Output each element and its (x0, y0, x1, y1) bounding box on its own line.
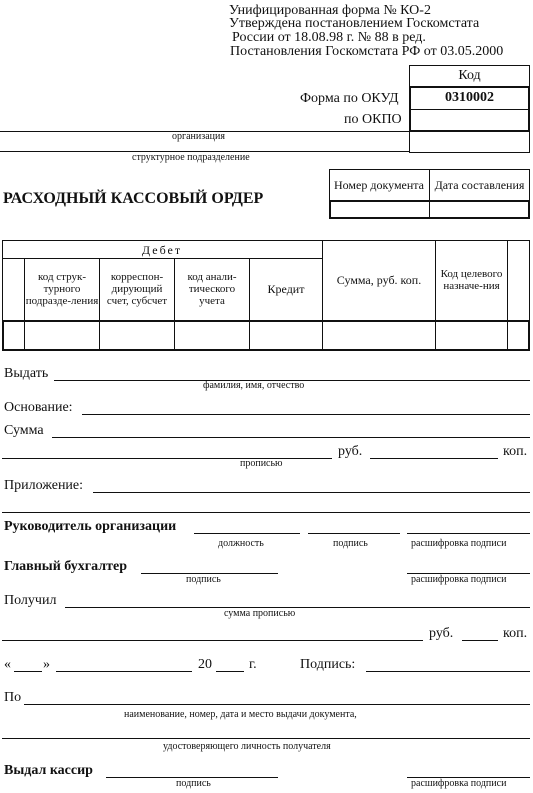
debit-header: Дебет (141, 242, 183, 257)
head-signature-line[interactable] (308, 533, 400, 534)
kop-line[interactable] (370, 458, 498, 459)
position-caption: должность (218, 538, 264, 549)
id-document-line-2[interactable] (2, 738, 530, 739)
okud-value: 0310002 (445, 90, 494, 105)
accountant-decode-caption: расшифровка подписи (411, 574, 507, 585)
quote-open: « (4, 657, 11, 672)
okud-label: Форма по ОКУД (300, 91, 399, 106)
accountant-signature-caption: подпись (186, 574, 221, 585)
sum-words-caption: сумма прописью (224, 608, 296, 619)
id-document-line[interactable] (24, 704, 530, 705)
receiver-signature-line[interactable] (366, 671, 530, 672)
document-title: РАСХОДНЫЙ КАССОВЫЙ ОРДЕР (3, 190, 264, 207)
okpo-field[interactable] (409, 109, 530, 132)
by-label: По (4, 690, 22, 705)
month-line[interactable] (56, 671, 192, 672)
date-header: Дата составления (434, 177, 525, 192)
received-label: Получил (4, 593, 57, 608)
decode-caption: расшифровка подписи (411, 538, 507, 549)
signature-caption: подпись (333, 538, 368, 549)
head-position-line[interactable] (194, 533, 300, 534)
number-field[interactable] (331, 202, 427, 217)
cashier-signature-caption: подпись (176, 778, 211, 789)
attachment-line[interactable] (93, 492, 530, 493)
subdivision-caption: структурное подразделение (132, 152, 250, 163)
received-amount-line-2[interactable] (2, 640, 423, 641)
resolution-line: России от 18.08.98 г. № 88 в ред. (232, 30, 426, 45)
cashier-decode-caption: расшифровка подписи (411, 778, 507, 789)
received-kop-line[interactable] (462, 640, 498, 641)
basis-label: Основание: (4, 400, 73, 415)
col-purpose-header: Код целевого назначе-ния (440, 268, 503, 292)
kod-header: Код (458, 68, 481, 83)
received-kop-label: коп. (503, 626, 528, 641)
col-subdivision-header: код струк-турного подразде-ления (25, 271, 99, 307)
cashier-label: Выдал кассир (4, 763, 93, 778)
received-amount-line[interactable] (65, 607, 530, 608)
form-code-line: Унифицированная форма № КО-2 (229, 3, 431, 18)
issue-label: Выдать (4, 366, 49, 381)
date-field[interactable] (431, 202, 528, 217)
organization-caption: организация (172, 131, 225, 142)
col-account-header: корреспон-дирующий счет, субсчет (106, 271, 168, 307)
year-line[interactable] (216, 671, 244, 672)
col-analytic-header: код анали-тического учета (187, 271, 237, 307)
words-caption: прописью (240, 458, 283, 469)
col-line (507, 240, 508, 351)
quote-close: » (43, 657, 50, 672)
col-credit-header: Кредит (267, 282, 305, 296)
col-sum-header: Сумма, руб. коп. (336, 273, 422, 287)
head-label: Руководитель организации (4, 519, 177, 534)
received-rub-label: руб. (429, 626, 454, 641)
day-line[interactable] (14, 671, 42, 672)
year-suffix: г. (249, 657, 257, 672)
attachment-label: Приложение: (4, 478, 84, 493)
rub-label: руб. (338, 444, 363, 459)
year-prefix: 20 (198, 657, 212, 672)
head-decode-line[interactable] (407, 533, 530, 534)
id-document-caption: наименование, номер, дата и место выдачи документа, (124, 709, 357, 720)
okpo-label: по ОКПО (344, 112, 402, 127)
fio-caption: фамилия, имя, отчество (203, 380, 305, 391)
amendment-line: Постановления Госкомстата РФ от 03.05.2000 (230, 44, 504, 59)
accountant-label: Главный бухгалтер (4, 559, 127, 574)
amount-label: Сумма (4, 423, 44, 438)
basis-line[interactable] (82, 414, 530, 415)
attachment-line-2[interactable] (2, 512, 530, 513)
sign-label: Подпись: (300, 657, 356, 672)
kop-label: коп. (503, 444, 528, 459)
number-header: Номер документа (333, 177, 425, 192)
id-document-caption-2: удостоверяющего личность получателя (163, 741, 331, 752)
amount-words-line[interactable] (52, 437, 530, 438)
table-value-row (2, 320, 530, 351)
approval-line: Утверждена постановлением Госкомстата (229, 16, 480, 31)
